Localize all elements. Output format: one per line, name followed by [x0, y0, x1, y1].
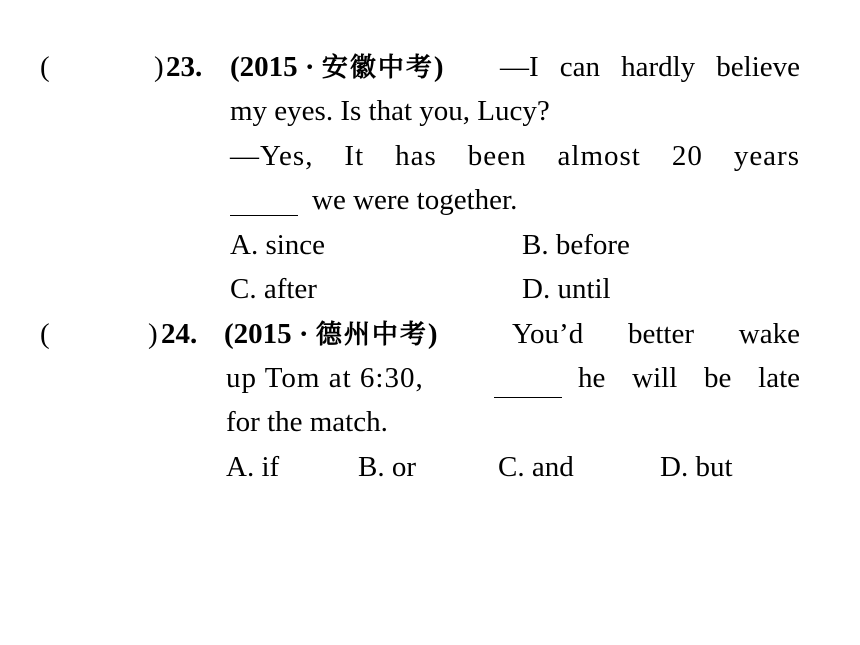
option-c: C. and — [498, 451, 574, 483]
answer-paren-open: ( — [40, 318, 50, 350]
source-year: 2015 · — [233, 318, 316, 350]
question-text-line-3: —Yes, It has been almost 20 years — [230, 140, 800, 172]
option-d: D. but — [660, 451, 733, 483]
answer-paren-close: ) — [154, 51, 164, 83]
source-place: 德州中考 — [315, 320, 428, 350]
question-text-line-2b: he will be late — [578, 362, 800, 394]
question-text-line-4: we were together. — [312, 184, 518, 216]
question-text-line-3: for the match. — [226, 406, 388, 438]
option-d: D. until — [522, 273, 611, 305]
question-text-line-1: —I can hardly believe — [500, 51, 800, 83]
question-number: 24. — [161, 318, 198, 350]
question-source — [224, 320, 438, 349]
source-paren-open: ( — [224, 318, 234, 350]
option-a: A. since — [230, 229, 326, 261]
source-paren-close: ) — [433, 51, 444, 83]
answer-paren-open: ( — [40, 51, 50, 83]
source-paren-open: ( — [230, 51, 240, 83]
source-paren-close: ) — [427, 318, 438, 350]
answer-blank — [494, 396, 562, 398]
question-source — [230, 53, 444, 82]
option-a: A. if — [226, 451, 280, 483]
question-text-line-2a: up Tom at 6:30, — [226, 362, 424, 394]
option-b: B. before — [522, 229, 630, 261]
question-number: 23. — [166, 51, 203, 83]
question-text-line-1: You’d better wake — [512, 318, 800, 350]
option-c: C. after — [230, 273, 317, 305]
answer-blank — [230, 214, 298, 216]
question-text-line-2: my eyes. Is that you, Lucy? — [230, 95, 550, 127]
source-year: 2015 · — [239, 51, 322, 83]
source-place: 安徽中考 — [321, 53, 434, 83]
option-b: B. or — [358, 451, 416, 483]
answer-paren-close: ) — [148, 318, 158, 350]
